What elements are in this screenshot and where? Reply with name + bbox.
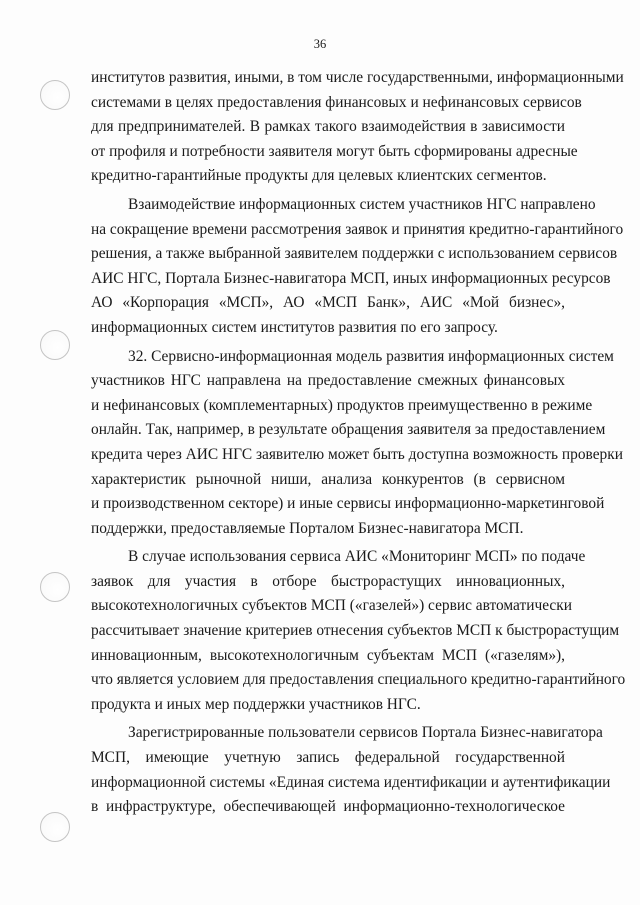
text-line: Зарегистрированные пользователи сервисов Портала Бизнес-навигатора — [128, 724, 603, 742]
text-line: онлайн. Так, например, в результате обращения заявителя за предоставлением — [91, 421, 606, 439]
text-line: характеристик рыночной ниши, анализа конкурентов (в сервисном — [91, 470, 565, 488]
text-line: В случае использования сервиса АИС «Мониторинг МСП» по подаче — [128, 548, 586, 566]
text-line: инновационным, высокотехнологичным субъектам МСП («газелям»), — [91, 646, 565, 664]
document-body — [91, 66, 626, 820]
paragraph — [91, 721, 611, 819]
text-line: системами в целях предоставления финансовых и нефинансовых сервисов — [91, 93, 582, 111]
punch-hole — [40, 812, 70, 842]
paragraph — [91, 193, 624, 341]
page-number: 36 — [313, 37, 327, 51]
text-line: продукта и иных мер поддержки участников НГС. — [91, 695, 421, 713]
text-line: что является условием для предоставления специального кредитно-гарантийного — [91, 671, 626, 689]
text-line: кредитно-гарантийные продукты для целевых клиентских сегментов. — [91, 167, 547, 185]
paragraph — [91, 66, 624, 189]
punch-hole — [40, 330, 70, 360]
text-line: участников НГС направлена на предоставление смежных финансовых — [91, 372, 565, 390]
text-line: 32. Сервисно-информационная модель развития информационных систем — [128, 347, 614, 365]
text-line: рассчитывает значение критериев отнесения субъектов МСП к быстрорастущим — [91, 622, 620, 640]
text-line: МСП, имеющие учетную запись федеральной государственной — [91, 749, 565, 767]
text-line: Взаимодействие информационных систем участников НГС направлено — [128, 195, 596, 213]
text-line: институтов развития, иными, в том числе государственными, информационными — [91, 69, 624, 86]
text-line: кредита через АИС НГС заявителю может быть доступна возможность проверки — [91, 445, 623, 463]
text-line: решения, а также выбранной заявителем поддержки с использованием сервисов — [91, 245, 618, 263]
text-line: от профиля и потребности заявителя могут быть сформированы адресные — [91, 142, 578, 160]
text-line: АО «Корпорация «МСП», АО «МСП Банк», АИС «Мой бизнес», — [91, 294, 565, 312]
text-line: и производственном секторе) и иные сервисы информационно-маркетинговой — [91, 495, 605, 513]
text-line: для предпринимателей. В рамках такого взаимодействия в зависимости — [91, 118, 565, 136]
text-line: поддержки, предоставляемые Порталом Бизнес-навигатора МСП. — [91, 519, 524, 537]
text-line: заявок для участия в отборе быстрорастущих инновационных, — [91, 572, 565, 590]
paragraph — [91, 545, 626, 717]
text-line: и нефинансовых (комплементарных) продуктов преимущественно в режиме — [91, 396, 593, 414]
text-line: на сокращение времени рассмотрения заявок и принятия кредитно-гарантийного — [91, 220, 624, 238]
punch-hole — [40, 572, 70, 602]
text-line: информационных систем институтов развития по его запросу. — [91, 318, 498, 336]
punch-hole — [40, 80, 70, 110]
paragraph — [91, 345, 623, 542]
text-line: информационной системы «Единая система идентификации и аутентификации — [91, 773, 611, 791]
text-line: высокотехнологичных субъектов МСП («газелей») сервис автоматически — [91, 597, 572, 615]
text-line: АИС НГС, Портала Бизнес-навигатора МСП, иных информационных ресурсов — [91, 269, 611, 287]
text-line: в инфраструктуре, обеспечивающей информационно-технологическое — [91, 798, 565, 816]
